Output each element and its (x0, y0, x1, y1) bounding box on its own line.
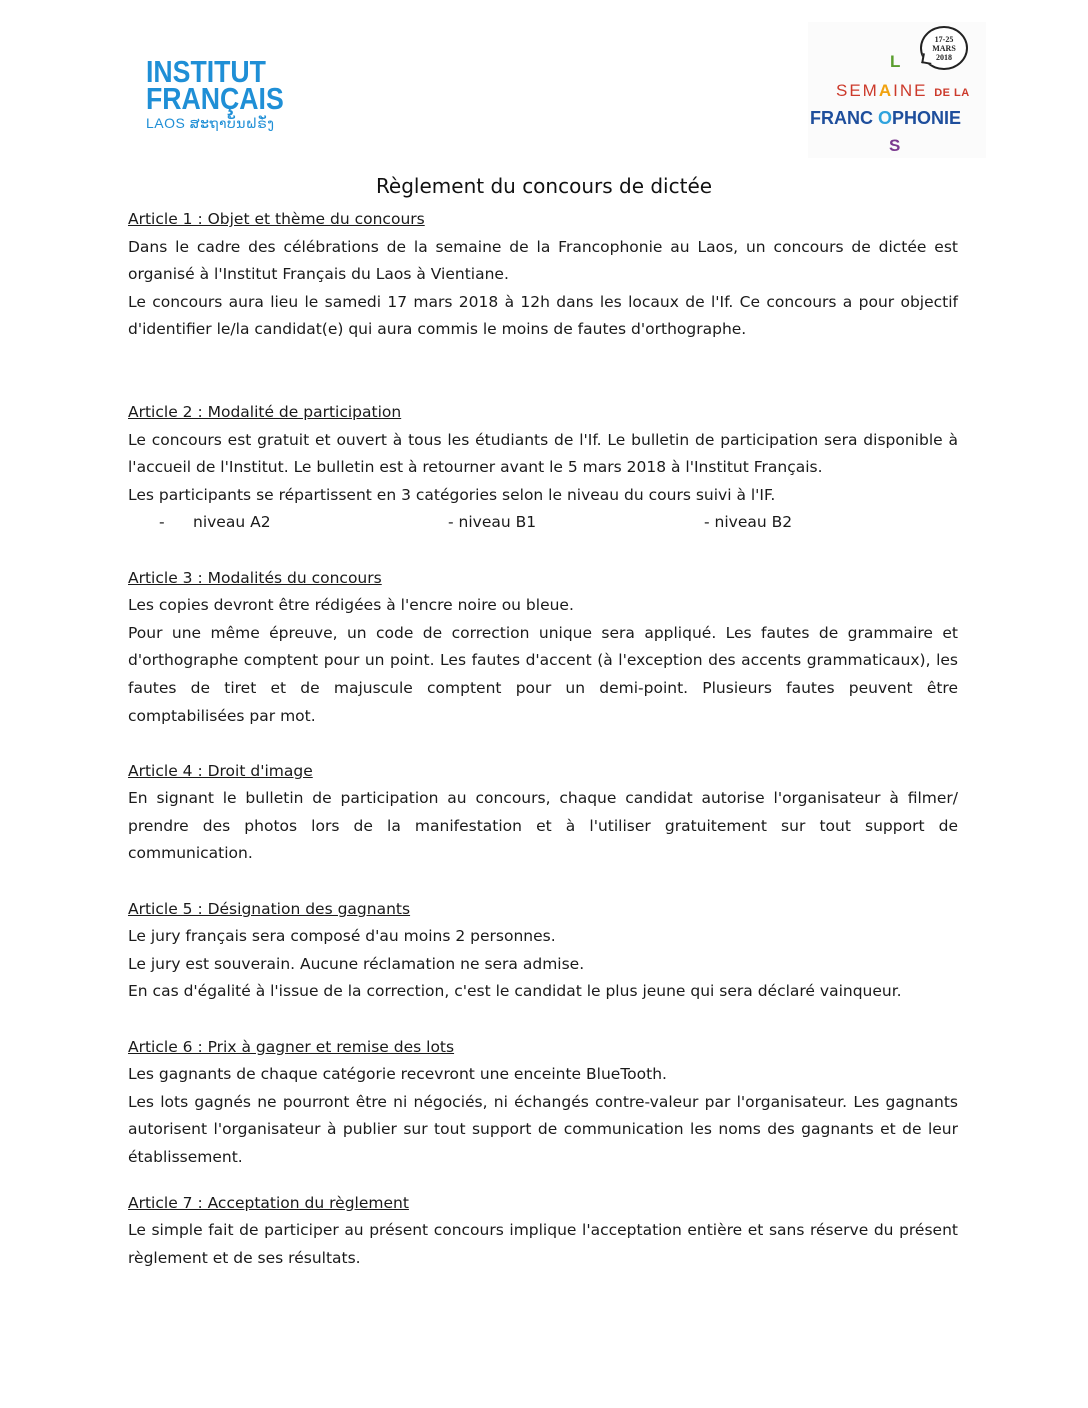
logo-franco-part1: FRANC (810, 108, 873, 128)
paragraph: Les participants se répartissent en 3 catégories selon le niveau du cours suivi à l'IF. (128, 485, 776, 504)
level-item-b2: - niveau B2 (704, 513, 793, 532)
paragraph: Le simple fait de participer au présent concours implique l'acceptation entière et sans réserve du présent règlement et de ses résultats. (128, 1221, 958, 1267)
logo-text-francais: FRANÇAIS (146, 81, 284, 116)
logo-text-institut: INSTITUT (146, 54, 266, 89)
article-3 (128, 565, 958, 731)
article-4 (128, 758, 958, 868)
logo-franco-part2: PHONIE (892, 108, 962, 128)
document-body (128, 206, 958, 1272)
article-5 (128, 896, 958, 1006)
institut-francais-logo (146, 54, 326, 138)
bubble-year: 2018 (936, 53, 952, 62)
article-heading: Article 2 : Modalité de participation (128, 402, 402, 421)
article-1 (128, 206, 958, 344)
logo-letter-s: S (889, 136, 901, 155)
paragraph: En signant le bulletin de participation au concours, chaque candidat autorise l'organisateur à filmer/ prendre des photos lors de la manifestation et à l'utiliser gratuitement sur tout support de communication. (128, 789, 958, 863)
article-heading: Article 7 : Acceptation du règlement (128, 1193, 409, 1212)
article-heading: Article 4 : Droit d'image (128, 761, 313, 780)
paragraph: Le jury français sera composé d'au moins 2 personnes. (128, 927, 556, 946)
article-heading: Article 5 : Désignation des gagnants (128, 899, 411, 918)
article-2 (128, 399, 958, 537)
list-dash: - (159, 513, 165, 532)
level-item-a2: niveau A2 (193, 513, 271, 532)
paragraph: Les copies devront être rédigées à l'encre noire ou bleue. (128, 596, 574, 615)
paragraph: Le jury est souverain. Aucune réclamation ne sera admise. (128, 954, 585, 973)
article-heading: Article 6 : Prix à gagner et remise des lots (128, 1037, 455, 1056)
speech-bubble-dates (920, 26, 968, 70)
level-item-b1: - niveau B1 (448, 513, 537, 532)
paragraph: Dans le cadre des célébrations de la semaine de la Francophonie au Laos, un concours de dictée est organisé à l'Institut Français du Laos à Vientiane. (128, 237, 958, 284)
article-7 (128, 1190, 958, 1273)
logo-text-laos: LAOS ສະຖາບັນຝຣັ່ງ (146, 115, 275, 131)
semaine-francophonie-logo (808, 22, 986, 158)
logo-letter-l: L (890, 52, 901, 71)
logo-semaine-part1: SEM (836, 81, 879, 100)
paragraph: Le concours est gratuit et ouvert à tous les étudiants de l'If. Le bulletin de participation sera disponible à l'accueil de l'Institut. Le bulletin est à retourner avant le 5 mars 2018 à l'Institut Français. (128, 430, 958, 477)
paragraph: En cas d'égalité à l'issue de la correction, c'est le candidat le plus jeune qui sera déclaré vainqueur. (128, 982, 902, 1001)
paragraph: Les gagnants de chaque catégorie recevront une enceinte BlueTooth. (128, 1065, 667, 1084)
logo-francophonie-line (810, 108, 961, 129)
paragraph: Les lots gagnés ne pourront être ni négociés, ni échangés contre-valeur par l'organisateur. Les gagnants autorisent l'organisateur à publier sur tout support de communication les noms des gagnants et de leur établissement. (128, 1092, 958, 1166)
logo-franco-o: O (878, 108, 893, 128)
article-heading: Article 3 : Modalités du concours (128, 568, 382, 587)
bubble-month: MARS (932, 44, 956, 53)
logo-semaine-a: A (878, 81, 894, 100)
logo-semaine-part2: INE (893, 81, 928, 100)
logo-semaine-line (836, 81, 970, 101)
paragraph: Le concours aura lieu le samedi 17 mars 2018 à 12h dans les locaux de l'If. Ce concours a pour objectif d'identifier le/la candidat(e) qui aura commis le moins de fautes d'orthographe. (128, 292, 958, 339)
logo-de-la: DE LA (934, 87, 970, 99)
paragraph: Pour une même épreuve, un code de correction unique sera appliqué. Les fautes de grammaire et d'orthographe comptent pour un point. Les fautes d'accent (à l'exception des accents grammaticaux), les fautes de tiret et de majuscule comptent pour un demi-point. Plusieurs fautes peuvent être comptabilisées par mot. (128, 623, 958, 725)
article-heading: Article 1 : Objet et thème du concours (128, 210, 425, 228)
document-title: Règlement du concours de dictée (375, 174, 713, 198)
bubble-dates: 17-25 (934, 35, 954, 44)
level-list (128, 509, 958, 537)
article-6 (128, 1034, 958, 1172)
